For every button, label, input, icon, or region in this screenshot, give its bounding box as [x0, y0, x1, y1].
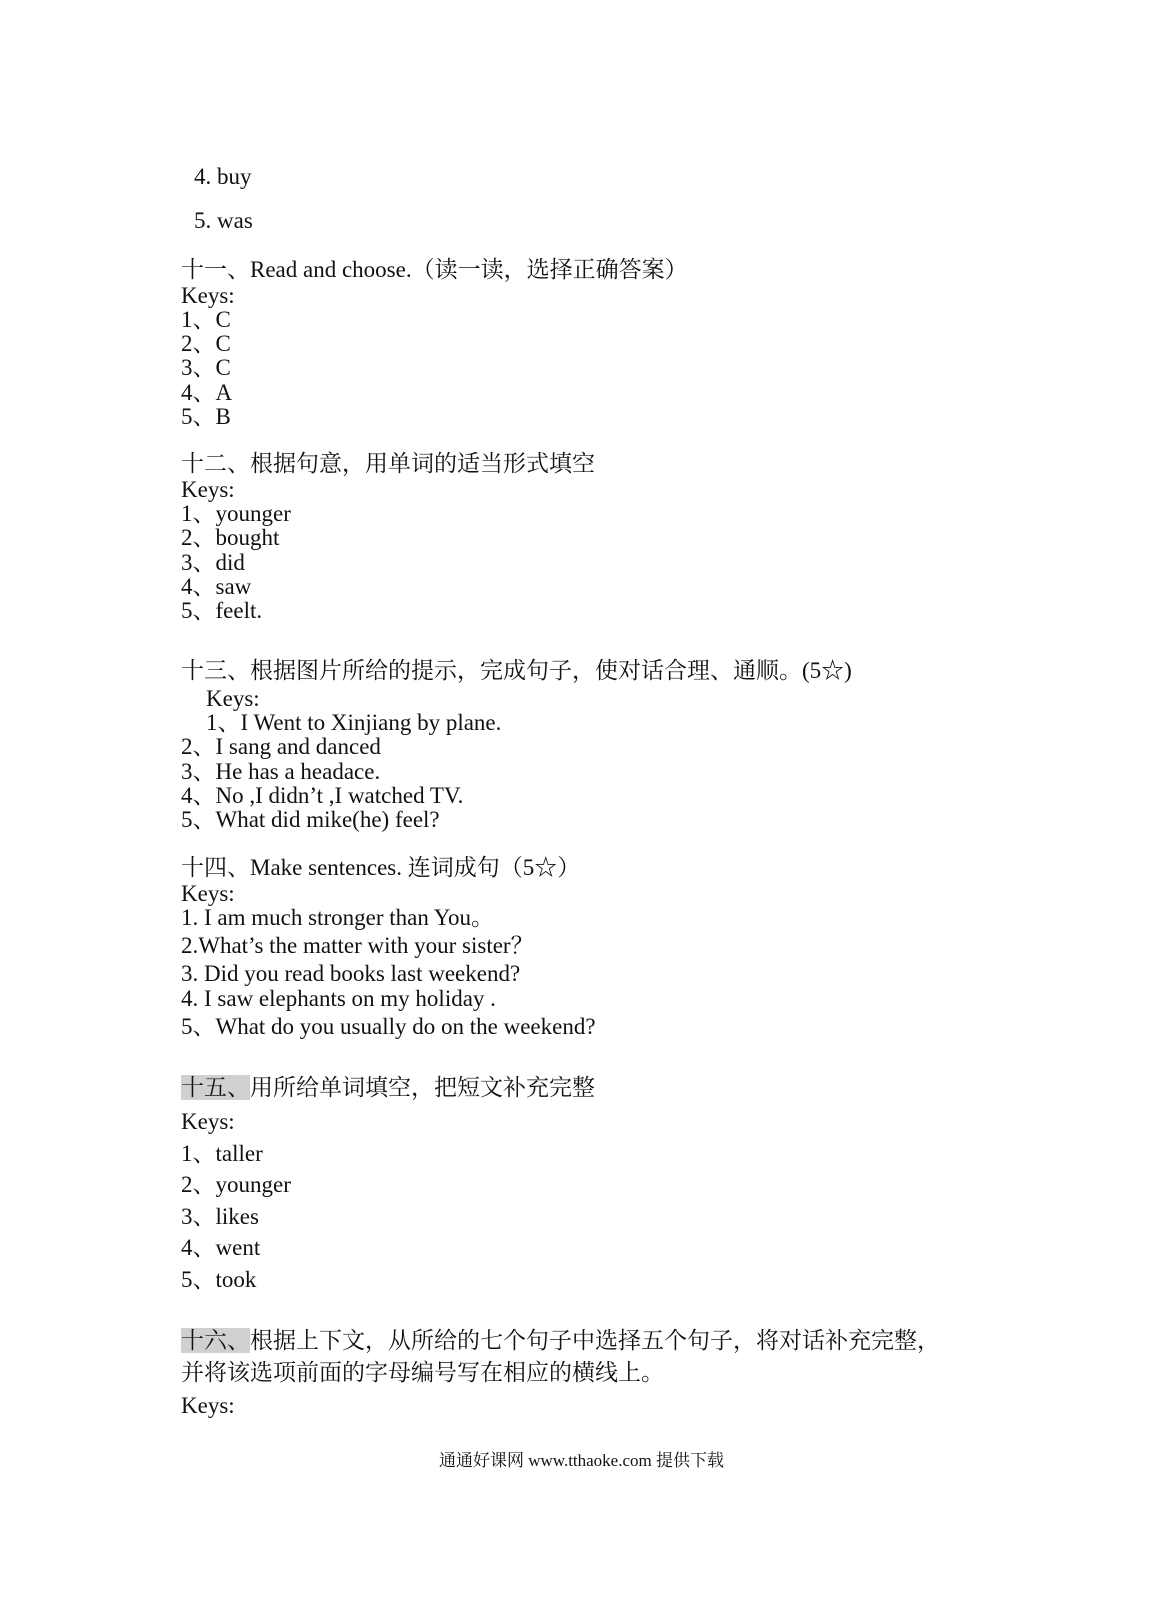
answer-item: 1、younger	[181, 501, 291, 526]
answer-item: 2.What’s the matter with your sister？	[181, 933, 534, 958]
answer-item: 5、B	[181, 404, 231, 429]
keys-label: Keys:	[181, 283, 235, 308]
highlighted-number: 十六、	[181, 1328, 250, 1353]
section-heading: 十一、Read and choose.（读一读，选择正确答案）	[181, 257, 688, 282]
answer-item: 2、bought	[181, 525, 280, 550]
highlighted-number: 十五、	[181, 1075, 250, 1100]
answer-item: 2、younger	[181, 1172, 291, 1197]
answer-item: 2、C	[181, 331, 231, 356]
answer-item: 3. Did you read books last weekend?	[181, 961, 521, 986]
answer-item: 4、went	[181, 1235, 261, 1260]
answer-item: 5、took	[181, 1267, 257, 1292]
answer-item: 4、A	[181, 380, 233, 405]
keys-label: Keys:	[181, 477, 235, 502]
answer-item: 5、feelt.	[181, 598, 263, 623]
heading-text: 用所给单词填空，把短文补充完整	[250, 1075, 595, 1100]
answer-item: 4、saw	[181, 574, 252, 599]
answer-item: 3、did	[181, 550, 245, 575]
answer-item: 3、C	[181, 355, 231, 380]
section-heading	[181, 1076, 595, 1099]
keys-label: Keys:	[206, 686, 260, 711]
section-heading: 十四、Make sentences. 连词成句（5☆）	[181, 855, 581, 880]
answer-item: 1、taller	[181, 1141, 263, 1166]
keys-label: Keys:	[181, 1109, 235, 1134]
top-item: 4. buy	[194, 164, 252, 189]
answer-item: 2、I sang and danced	[181, 734, 381, 759]
answer-item: 3、He has a headace.	[181, 759, 381, 784]
section-heading: 十二、根据句意，用单词的适当形式填空	[181, 451, 595, 476]
top-item: 5. was	[194, 208, 253, 233]
keys-label: Keys:	[181, 1393, 235, 1418]
answer-item: 5、What did mike(he) feel?	[181, 807, 440, 832]
answer-item: 3、likes	[181, 1204, 259, 1229]
page-footer: 通通好课网 www.tthaoke.com 提供下载	[438, 1451, 725, 1470]
answer-item: 5、What do you usually do on the weekend?	[181, 1014, 596, 1039]
heading-text: 根据上下文，从所给的七个句子中选择五个句子，将对话补充完整，	[250, 1328, 940, 1353]
answer-item: 1、C	[181, 307, 231, 332]
answer-item: 1、I Went to Xinjiang by plane.	[206, 710, 502, 735]
keys-label: Keys:	[181, 881, 235, 906]
answer-item: 4. I saw elephants on my holiday .	[181, 986, 496, 1011]
answer-item: 1. I am much stronger than You。	[181, 905, 495, 930]
section-heading	[181, 1329, 940, 1352]
section-heading: 十三、根据图片所给的提示，完成句子，使对话合理、通顺。(5☆)	[181, 658, 852, 683]
heading-continuation: 并将该选项前面的字母编号写在相应的横线上。	[181, 1360, 664, 1385]
answer-item: 4、No ,I didn’t ,I watched TV.	[181, 783, 464, 808]
